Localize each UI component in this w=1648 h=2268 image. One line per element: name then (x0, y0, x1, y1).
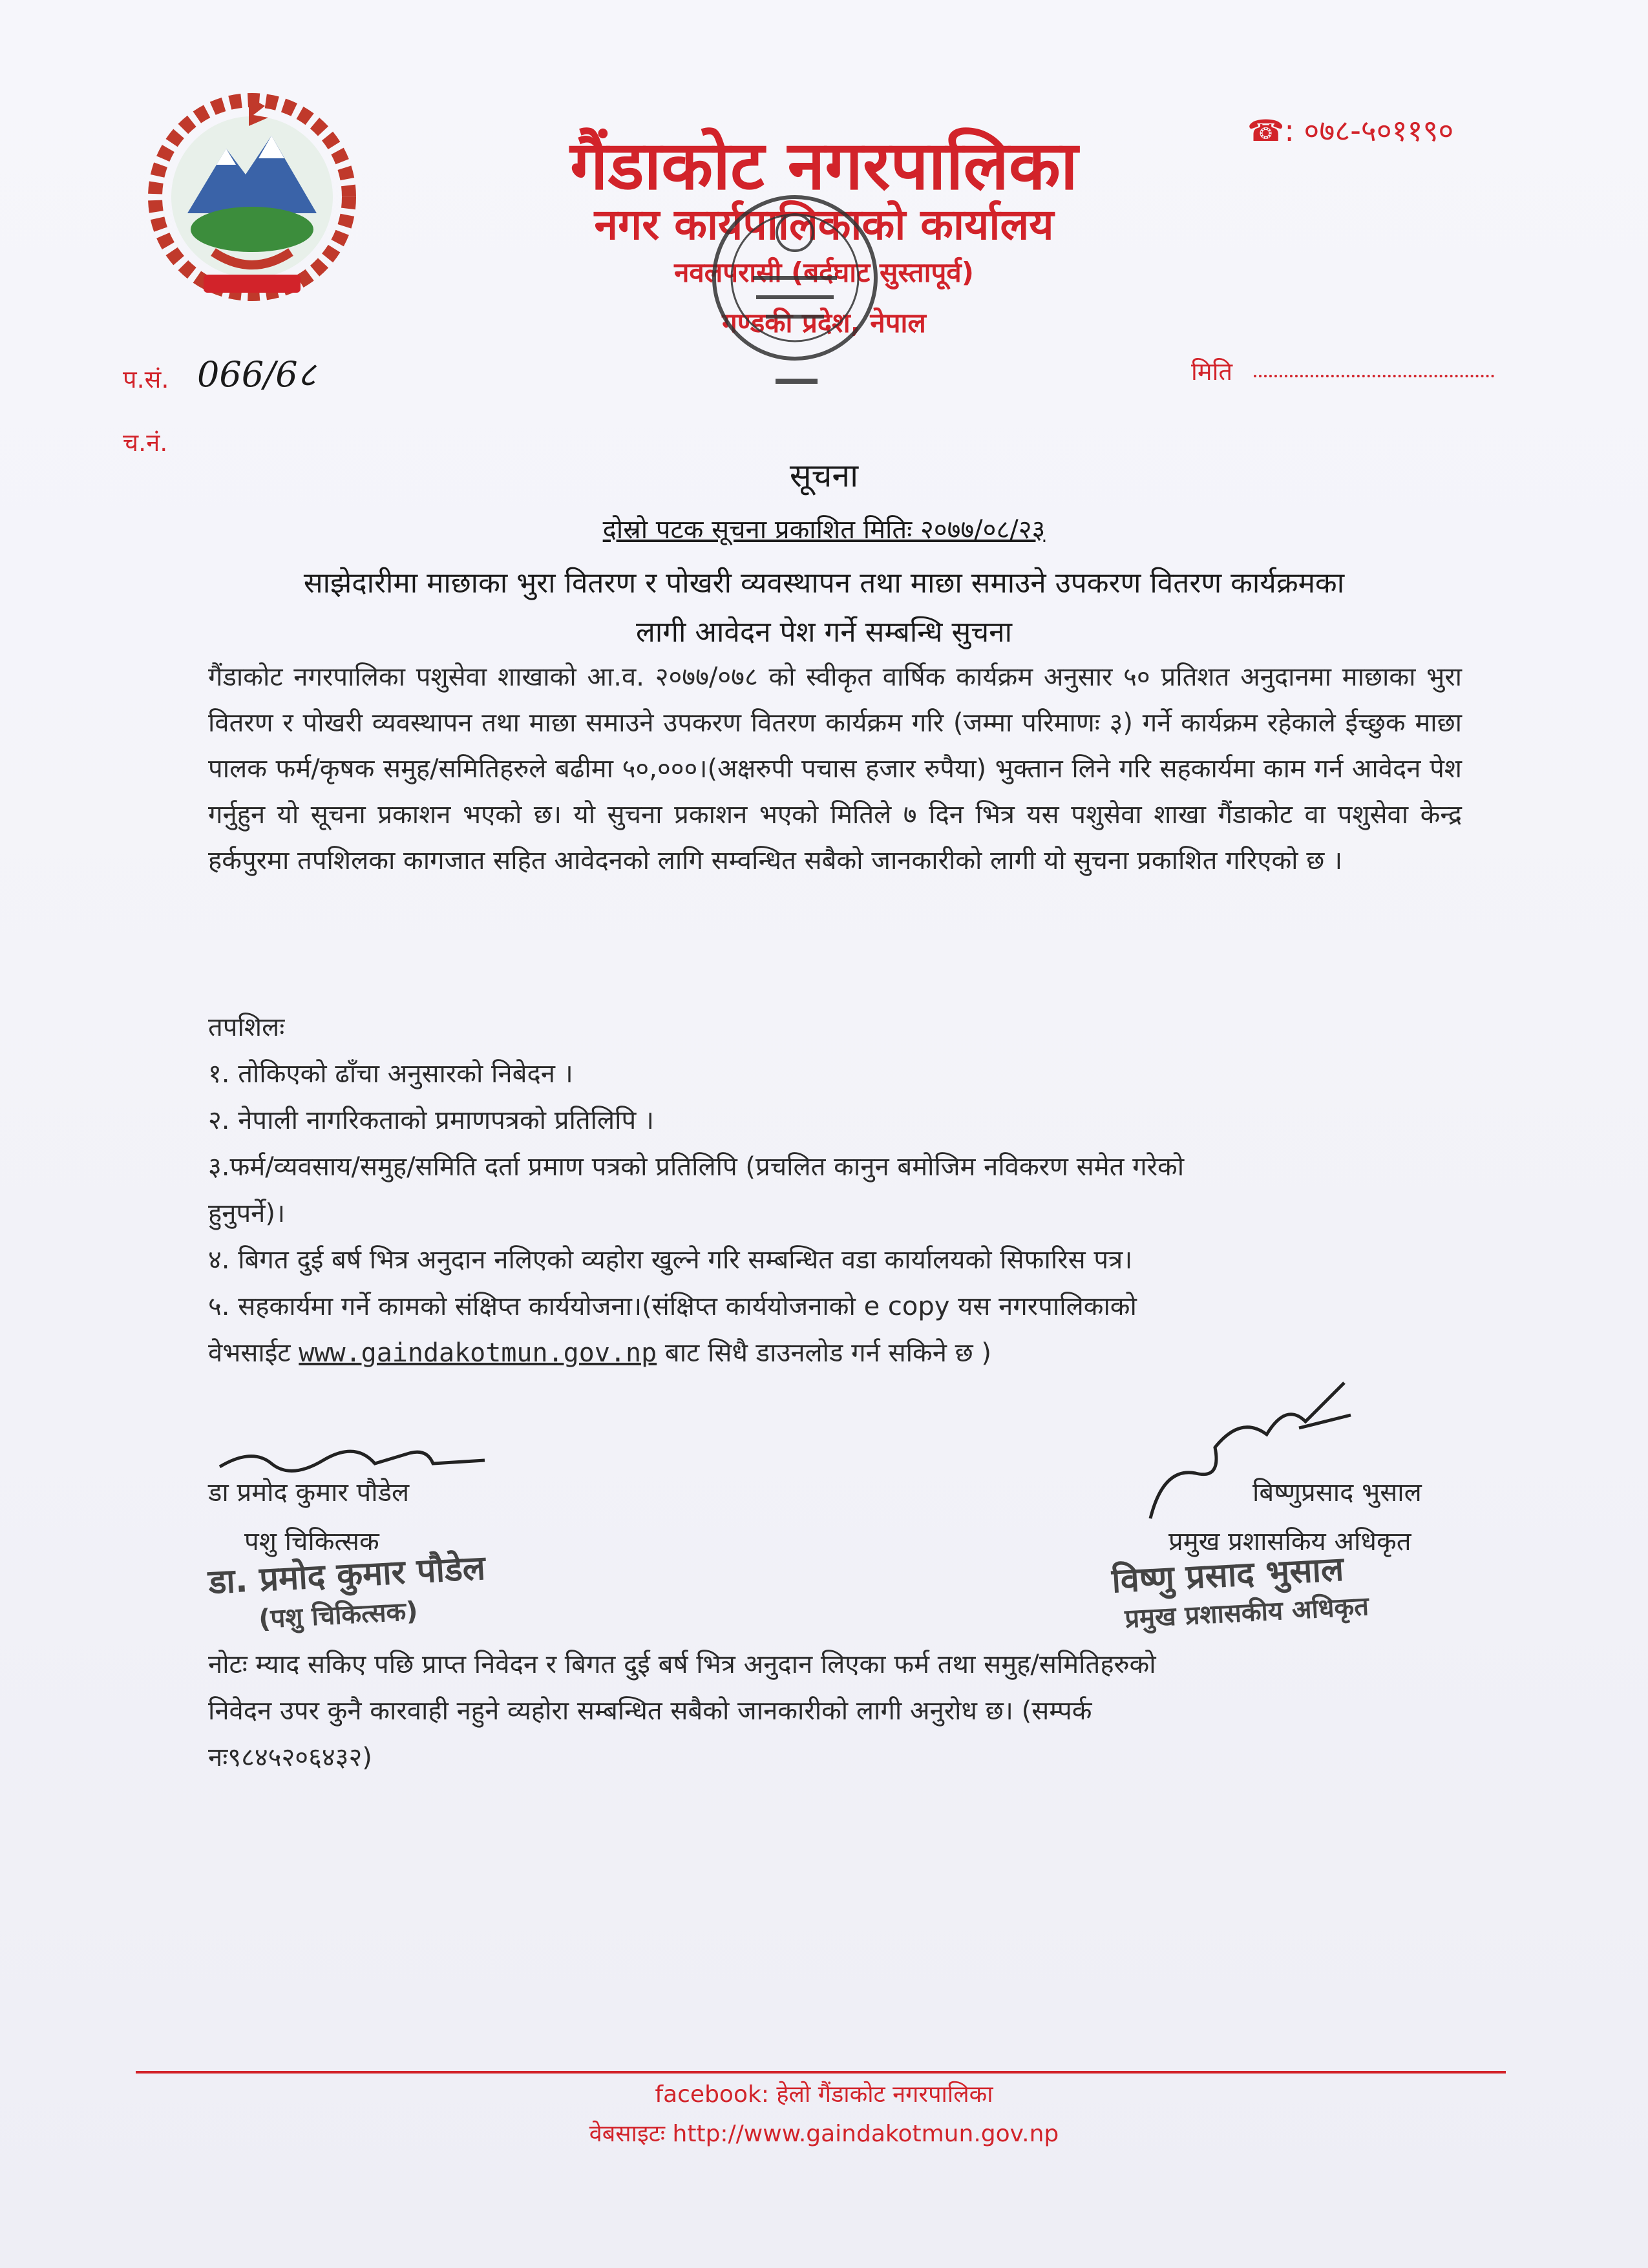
office-seal-icon (695, 181, 895, 401)
notice-body: गैंडाकोट नगरपालिका पशुसेवा शाखाको आ.व. २०७७/०७८ को स्वीकृत वार्षिक कार्यक्रम अनुसार ५० प्रतिशत अनुदानमा माछाका भुरा वितरण र पोखरी व्यवस्थापन तथा माछा समाउने उपकरण वितरण कार्यक्रम गरि (जम्मा परिमाणः ३) गर्ने कार्यक्रम रहेकाले ईच्छुक माछा पालक फर्म/कृषक समुह/समितिहरुले बढीमा ५०,०००।(अक्षरुपी पचास हजार रुपैया) भुक्तान लिने गरि सहकार्यमा काम गर्न आवेदन पेश गर्नुहुन यो सूचना प्रकाशन भएको छ। यो सुचना प्रकाशन भएको मितिले ७ दिन भित्र यस पशुसेवा शाखा गैंडाकोट वा पशुसेवा केन्द्र हर्कपुरमा तपशिलका कागजात सहित आवेदनको लागि सम्वन्धित सबैको जानकारीको लागी यो सुचना प्रकाशित गरिएको छ । (208, 662, 1462, 876)
list-item-continuation: वेभसाईट www.gaindakotmun.gov.np बाट सिधै डाउनलोड गर्न सकिने छ ) (208, 1338, 991, 1368)
org-name: गैंडाकोट नगरपालिका (570, 126, 1078, 205)
list-item: २. नेपाली नागरिकताको प्रमाणपत्रको प्रतिलिपि । (208, 1106, 655, 1135)
cn-label: च.नं. (123, 428, 168, 457)
list-item: ३.फर्म/व्यवसाय/समुह/समिति दर्ता प्रमाण पत्रको प्रतिलिपि (प्रचलित कानुन बमोजिम नविकरण समेत गरेको (208, 1152, 1185, 1182)
left-stamp-name: डा. प्रमोद कुमार पौडेल (207, 1548, 487, 1602)
right-stamp-name: विष्णु प्रसाद भुसाल (1110, 1549, 1345, 1601)
footnote: नोटः म्याद सकिए पछि प्राप्त निवेदन र बिगत दुई बर्ष भित्र अनुदान लिएका फर्म तथा समुह/समितिहरुको निवेदन उपर कुनै कारवाही नहुने व्यहोरा सम्बन्धित सबैको जानकारीको लागी अनुरोध छ। (सम्पर्क नः९८४५२०६४३२) (208, 1650, 1156, 1772)
left-signatory-title: पशु चिकित्सक (244, 1527, 379, 1557)
right-signatory-name: बिष्णुप्रसाद भुसाल (1252, 1478, 1422, 1507)
office-name: नगर कार्यपालिकाको कार्यालय (594, 200, 1054, 249)
left-signatory-name: डा प्रमोद कुमार पौडेल (208, 1478, 410, 1507)
right-signatory-title: प्रमुख प्रशासकिय अधिकृत (1168, 1527, 1411, 1557)
website-link[interactable]: www.gaindakotmun.gov.np (299, 1338, 657, 1368)
list-item: ५. सहकार्यमा गर्ने कामको संक्षिप्त कार्ययोजना।(संक्षिप्त कार्ययोजनाको e copy यस नगरपालिकाको (208, 1292, 1137, 1321)
date-label: मिति (1191, 357, 1233, 386)
address-line: नवलपरासी (बर्दघाट सुस्तापूर्व) (674, 257, 974, 288)
footer-website: वेबसाइटः http://www.gaindakotmun.gov.np (589, 2121, 1059, 2147)
footer-website-link[interactable]: http://www.gaindakotmun.gov.np (672, 2121, 1059, 2147)
footer-divider (136, 2071, 1506, 2074)
list-heading: तपशिलः (208, 1013, 285, 1042)
list-item-continuation: हुनुपर्ने)। (208, 1199, 286, 1228)
footer-facebook: facebook: हेलो गैंडाकोट नगरपालिका (655, 2081, 993, 2108)
ps-label: प.सं. (123, 365, 169, 394)
phone-icon: ☎ (1247, 113, 1285, 148)
second-publish-line: दोस्रो पटक सूचना प्रकाशित मितिः २०७७/०८/२३ (602, 515, 1046, 545)
notice-title: साझेदारीमा माछाका भुरा वितरण र पोखरी व्यवस्थापन तथा माछा समाउने उपकरण वितरण कार्यक्रमका लागी आवेदन पेश गर्ने सम्बन्धि सुचना (303, 567, 1345, 649)
list-item: १. तोकिएको ढाँचा अनुसारको निबेदन । (208, 1059, 573, 1089)
ps-number: 066/6८ (197, 354, 316, 395)
left-stamp-title: (पशु चिकित्सक) (258, 1596, 419, 1635)
list-item: ४. बिगत दुई बर्ष भित्र अनुदान नलिएको व्यहोरा खुल्ने गरि सम्बन्धित वडा कार्यालयको सिफारिस पत्र। (208, 1245, 1133, 1275)
province-line: गण्डकी प्रदेश, नेपाल (722, 307, 926, 339)
right-stamp-title: प्रमुख प्रशासकीय अधिकृत (1124, 1591, 1370, 1634)
phone-number: ☎: ०७८-५०११९० (1247, 113, 1454, 148)
notice-heading: सूचना (789, 457, 859, 494)
date-blank-line (1254, 375, 1494, 377)
